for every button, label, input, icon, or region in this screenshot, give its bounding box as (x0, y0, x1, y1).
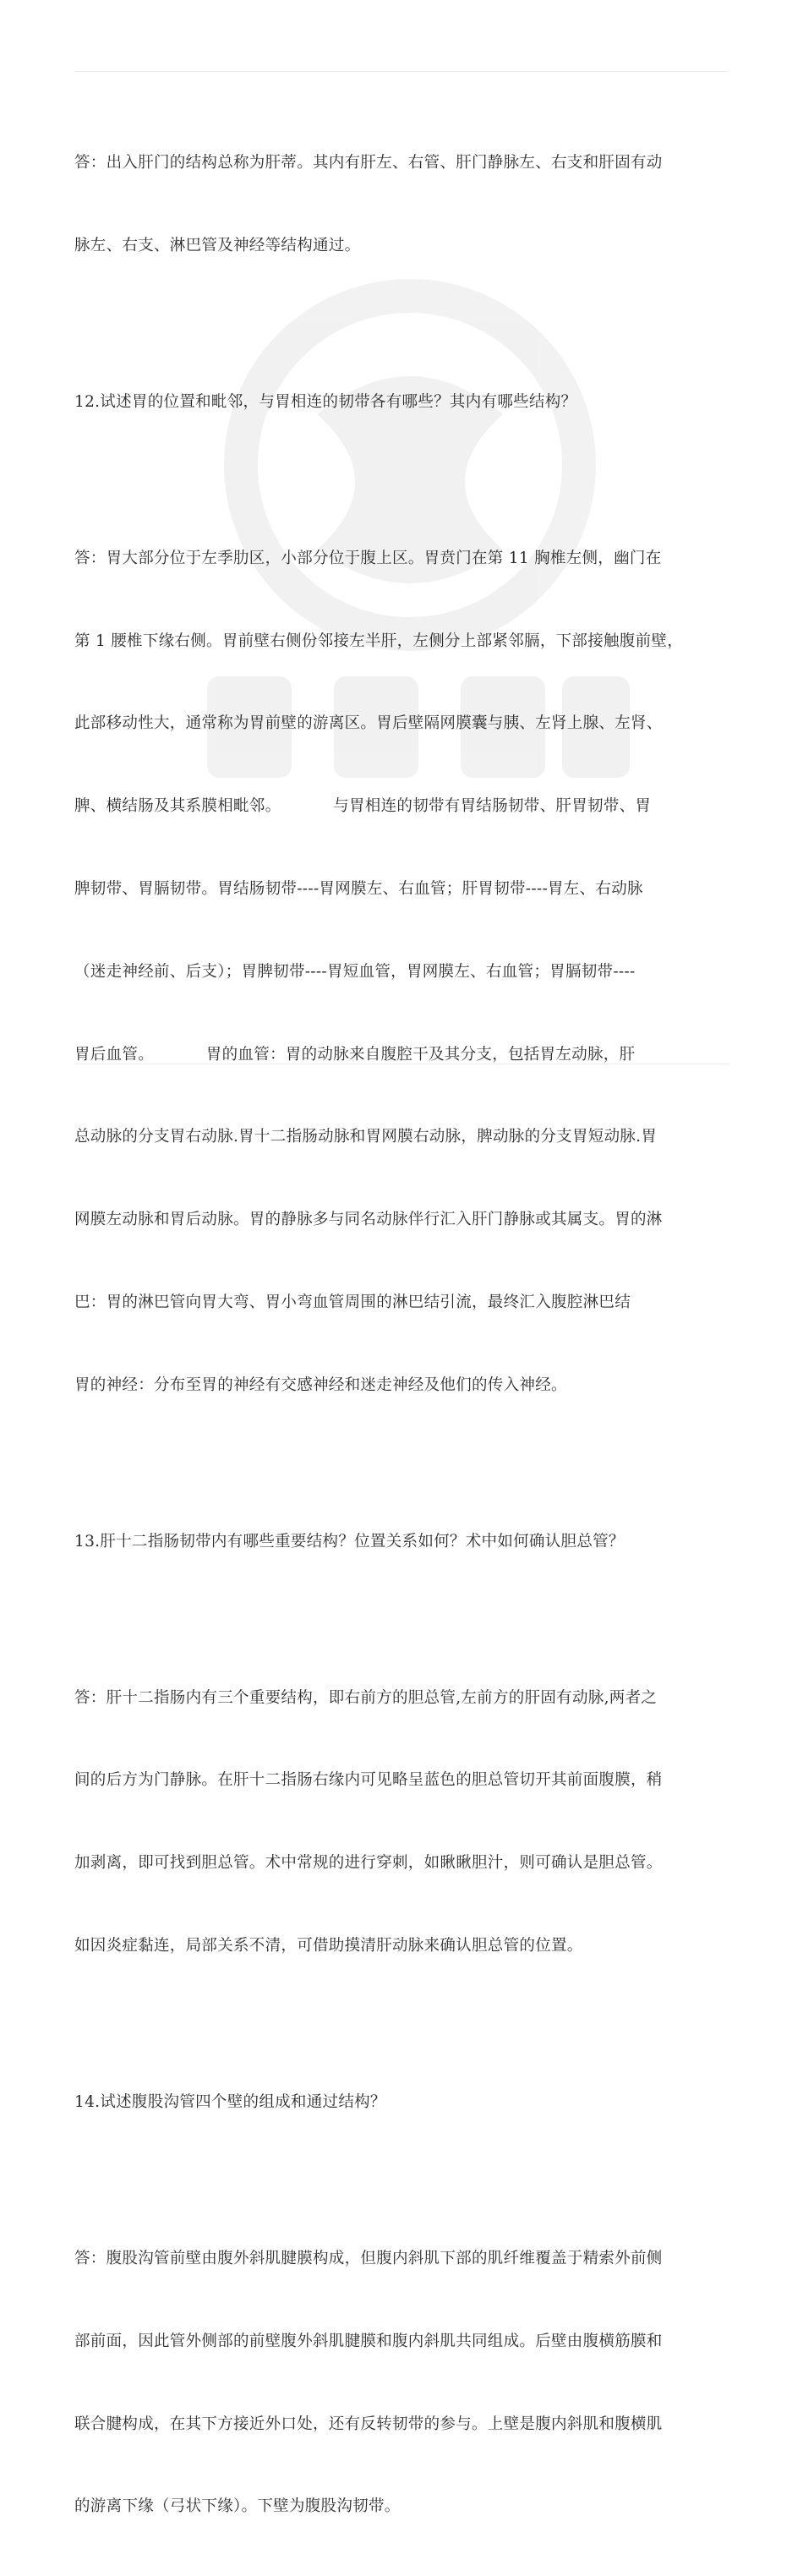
answer-12-paragraph (74, 490, 734, 1455)
text-line: 答：出入肝门的结构总称为肝蒂。其内有肝左、右管、肝门静脉左、右支和肝固有动 (74, 154, 663, 172)
text-line: 此部移动性大，通常称为胃前壁的游离区。胃后壁隔网膜囊与胰、左肾上腺、左肾、 (74, 714, 663, 733)
question-14-heading (74, 2034, 734, 2172)
text-line: 巴：胃的淋巴管向胃大弯、胃小弯血管周围的淋巴结引流，最终汇入腹腔淋巴结 (74, 1293, 631, 1311)
text-line: 14.试述腹股沟管四个壁的组成和通过结构？ (74, 2092, 386, 2111)
text-line: 答：腹股沟管前壁由腹外斜肌腱膜构成，但腹内斜肌下部的肌纤维覆盖于精索外前侧 (74, 2249, 663, 2267)
text-line: （迷走神经前、后支）；胃脾韧带----胃短血管，胃网膜左、右血管；胃膈韧带---- (74, 962, 636, 981)
text-line: 12.试述胃的位置和毗邻，与胃相连的韧带各有哪些？其内有哪些结构？ (74, 392, 577, 411)
text-line: 脾、横结肠及其系膜相毗邻。 与胃相连的韧带有胃结肠韧带、肝胃韧带、胃 (74, 797, 652, 816)
text-line: 第 1 腰椎下缘右侧。胃前壁右侧份邻接左半肝，左侧分上部紧邻膈，下部接触腹前壁， (74, 632, 684, 650)
header-divider (74, 71, 729, 72)
text-line: 如因炎症黏连，局部关系不清，可借助摸清肝动脉来确认胆总管的位置。 (74, 1937, 583, 1955)
text-line: 部前面，因此管外侧部的前壁腹外斜肌腱膜和腹内斜肌共同组成。后壁由腹横筋膜和 (74, 2332, 663, 2350)
text-line: 胃的神经：分布至胃的神经有交感神经和迷走神经及他们的传入神经。 (74, 1376, 567, 1394)
text-line: 间的后方为门静脉。在肝十二指肠右缘内可见略呈蓝色的胆总管切开其前面腹膜，稍 (74, 1771, 663, 1790)
text-line: 联合腱构成，在其下方接近外口处，还有反转韧带的参与。上壁是腹内斜肌和腹横肌 (74, 2415, 663, 2433)
answer-paragraph (74, 95, 734, 315)
question-13-heading (74, 1474, 734, 1611)
text-line: 13.肝十二指肠韧带内有哪些重要结构？位置关系如何？术中如何确认胆总管？ (74, 1532, 625, 1551)
text-line: 网膜左动脉和胃后动脉。胃的静脉多与同名动脉伴行汇入肝门静脉或其属支。胃的淋 (74, 1211, 663, 1229)
text-line: 答：肝十二指肠内有三个重要结构，即右前方的胆总管,左前方的肝固有动脉,两者之 (74, 1688, 658, 1707)
answer-13-paragraph (74, 1629, 734, 2015)
text-line: 脉左、右支、淋巴管及神经等结构通过。 (74, 236, 361, 254)
text-line: 脾韧带、胃膈韧带。胃结肠韧带----胃网膜左、右血管；肝胃韧带----胃左、右动脉 (74, 880, 643, 899)
text-line: 的游离下缘（弓状下缘）。下壁为腹股沟韧带。 (74, 2497, 401, 2516)
text-line: 总动脉的分支胃右动脉.胃十二指肠动脉和胃网膜右动脉，脾动脉的分支胃短动脉.胃 (74, 1128, 658, 1146)
question-12-heading (74, 334, 734, 472)
text-line: 加剥离，即可找到胆总管。术中常规的进行穿刺，如瞅瞅胆汁，则可确认是胆总管。 (74, 1854, 663, 1873)
text-line: 胃后血管。 胃的血管：胃的动脉来自腹腔干及其分支，包括胃左动脉，肝 (74, 1045, 636, 1064)
document-body (74, 95, 734, 2576)
answer-14-paragraph (74, 2190, 734, 2576)
text-line: 答：胃大部分位于左季肋区，小部分位于腹上区。胃贲门在第 11 胸椎左侧，幽门在 (74, 549, 662, 567)
